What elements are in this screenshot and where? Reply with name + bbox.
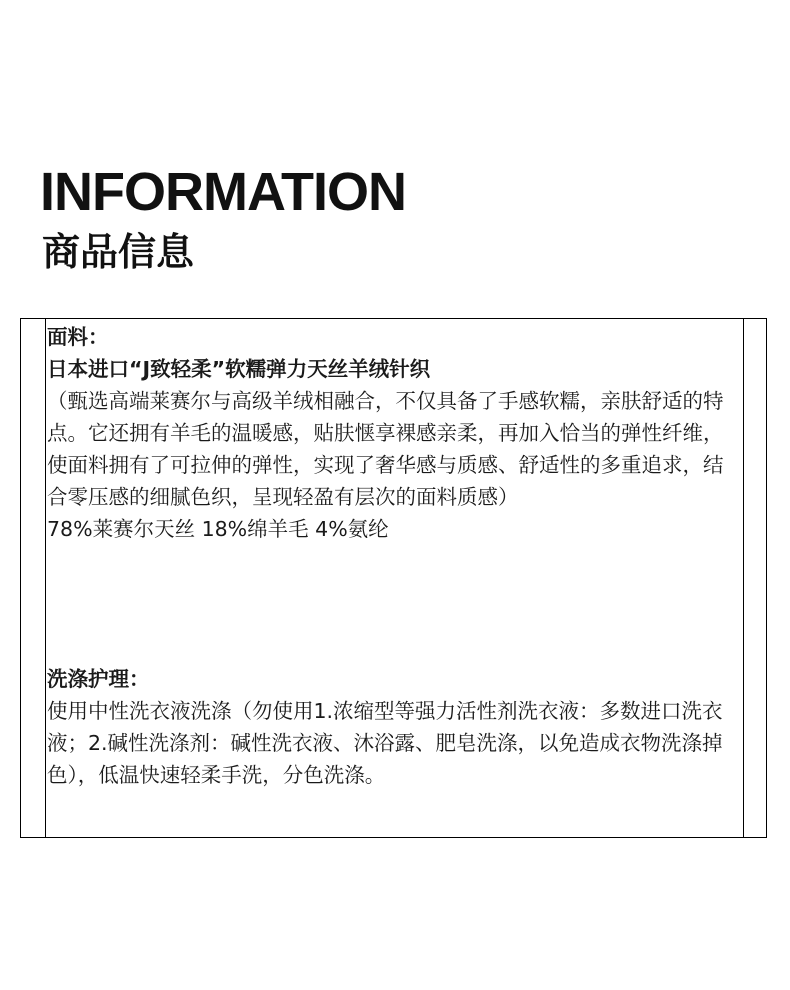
fabric-name: 日本进口“J致轻柔”软糯弹力天丝羊绒针织 [47, 357, 431, 381]
fabric-composition: 78%莱赛尔天丝 18%绵羊毛 4%氨纶 [47, 517, 389, 541]
table-divider-left [45, 319, 46, 837]
care-label: 洗涤护理： [47, 667, 150, 691]
info-table [20, 318, 767, 838]
info-cell [47, 321, 741, 791]
page-subtitle: 商品信息 [42, 230, 195, 274]
section-spacer [47, 545, 741, 663]
care-instructions: 使用中性洗衣液洗涤（勿使用1.浓缩型等强力活性剂洗衣液：多数进口洗衣液；2.碱性洗涤剂：碱性洗衣液、沐浴露、肥皂洗涤，以免造成衣物洗涤掉色），低温快速轻柔手洗，分色洗涤。 [47, 699, 723, 787]
page-title: INFORMATION [40, 162, 406, 222]
fabric-description: （甄选高端莱赛尔与高级羊绒相融合，不仅具备了手感软糯，亲肤舒适的特点。它还拥有羊毛的温暖感，贴肤惬享裸感亲柔，再加入恰当的弹性纤维，使面料拥有了可拉伸的弹性，实现了奢华感与质感、舒适性的多重追求，结合零压感的细腻色织，呈现轻盈有层次的面料质感） [47, 389, 724, 509]
table-divider-right [743, 319, 744, 837]
fabric-label: 面料： [47, 325, 109, 349]
